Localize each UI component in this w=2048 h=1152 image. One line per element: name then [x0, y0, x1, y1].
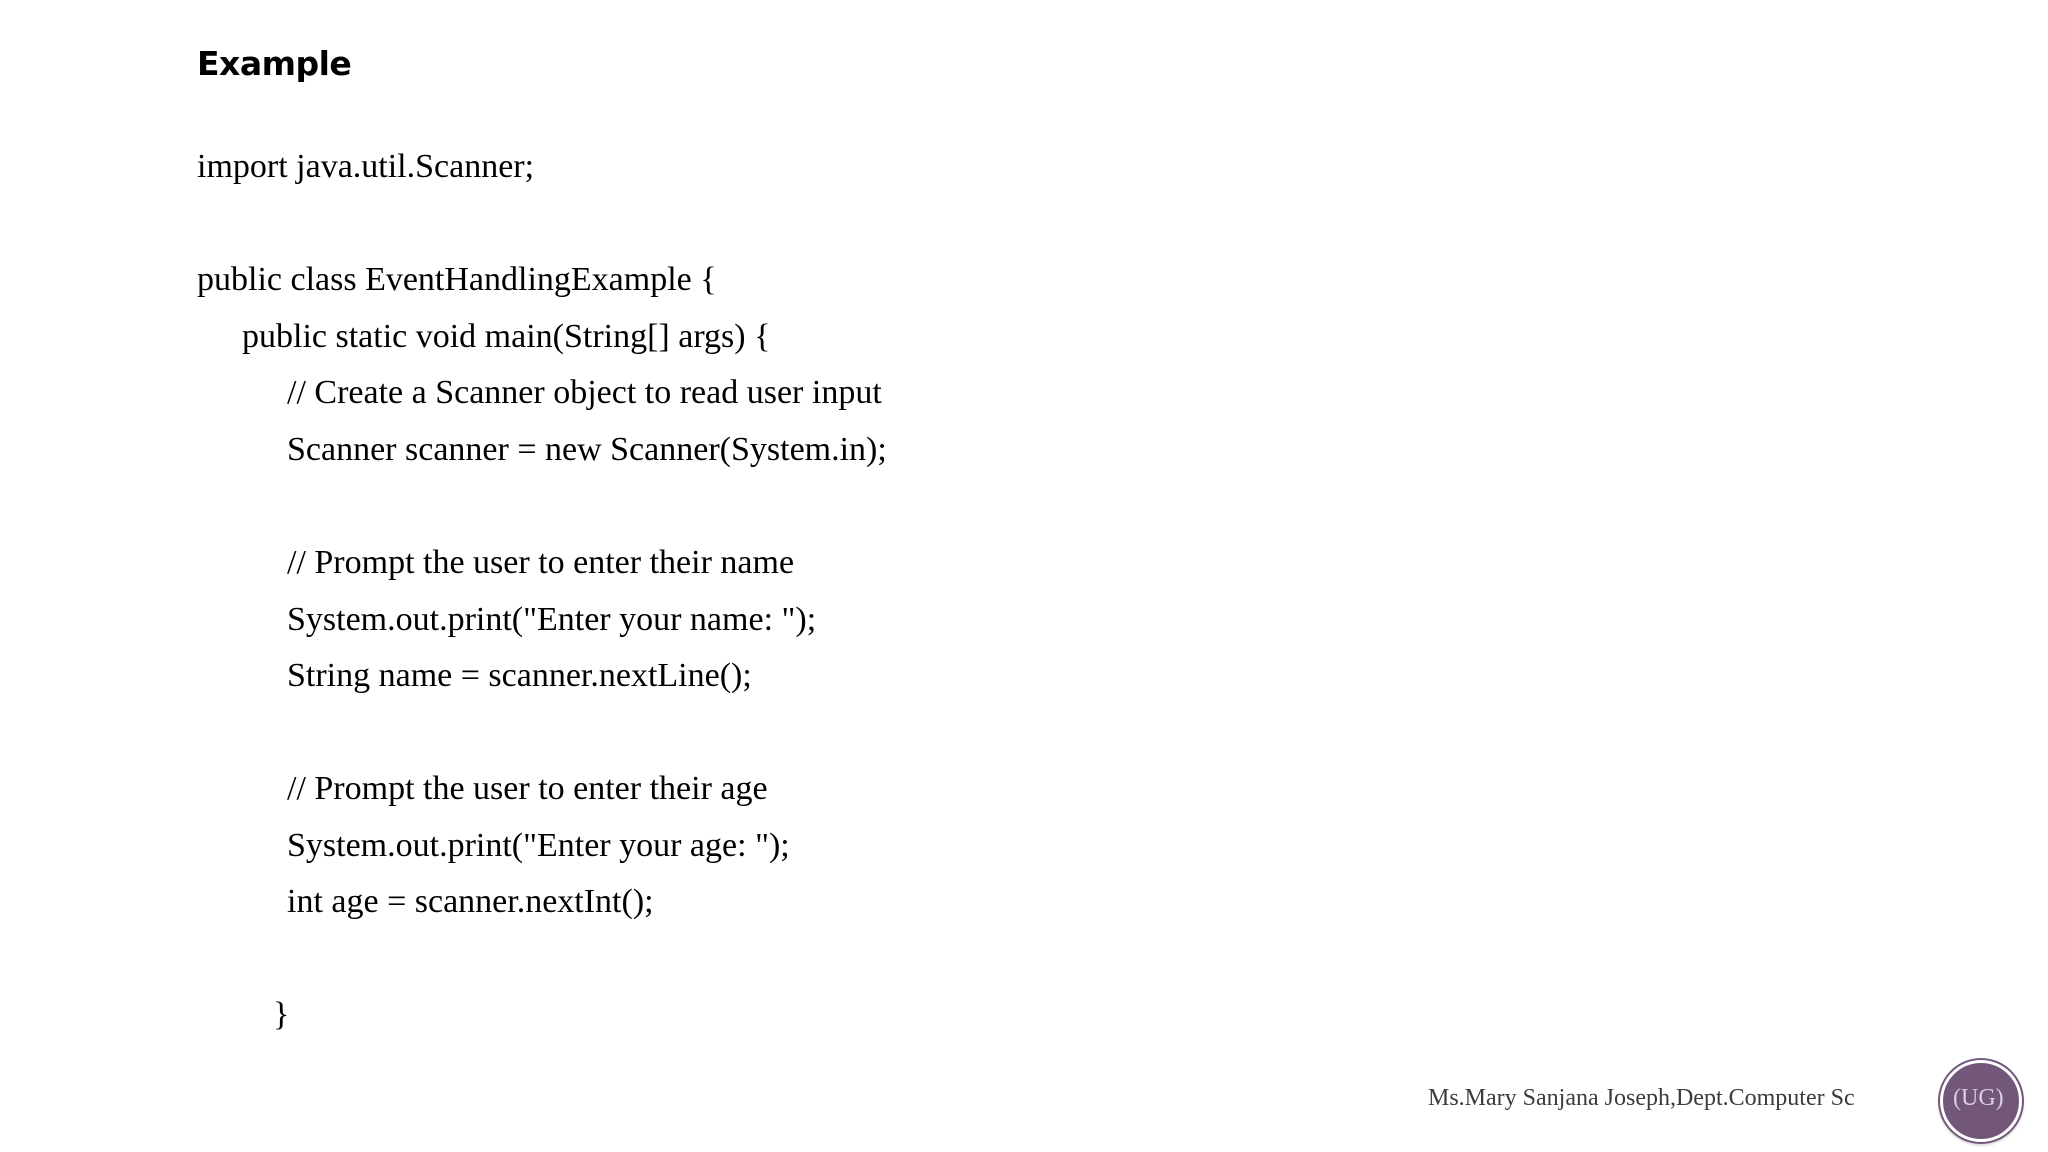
code-line-read-name: String name = scanner.nextLine(); [287, 657, 752, 694]
code-line-class-decl: public class EventHandlingExample { [197, 261, 717, 298]
footer-author: Ms.Mary Sanjana Joseph,Dept.Computer Sc [1428, 1085, 1855, 1111]
slide-title: Example [197, 44, 352, 83]
code-line-comment-name: // Prompt the user to enter their name [287, 544, 795, 581]
code-line-comment-age: // Prompt the user to enter their age [287, 770, 768, 807]
code-line-comment-scanner: // Create a Scanner object to read user input [287, 374, 882, 411]
footer-author-tail: (UG) [1953, 1085, 2004, 1111]
code-line-closing-brace: } [273, 996, 290, 1033]
code-line-scanner-init: Scanner scanner = new Scanner(System.in); [287, 431, 887, 468]
code-line-import: import java.util.Scanner; [197, 148, 535, 185]
code-line-print-name: System.out.print("Enter your name: "); [287, 601, 817, 638]
code-line-read-age: int age = scanner.nextInt(); [287, 883, 654, 920]
code-line-print-age: System.out.print("Enter your age: "); [287, 827, 790, 864]
code-line-main-decl: public static void main(String[] args) { [242, 318, 771, 355]
